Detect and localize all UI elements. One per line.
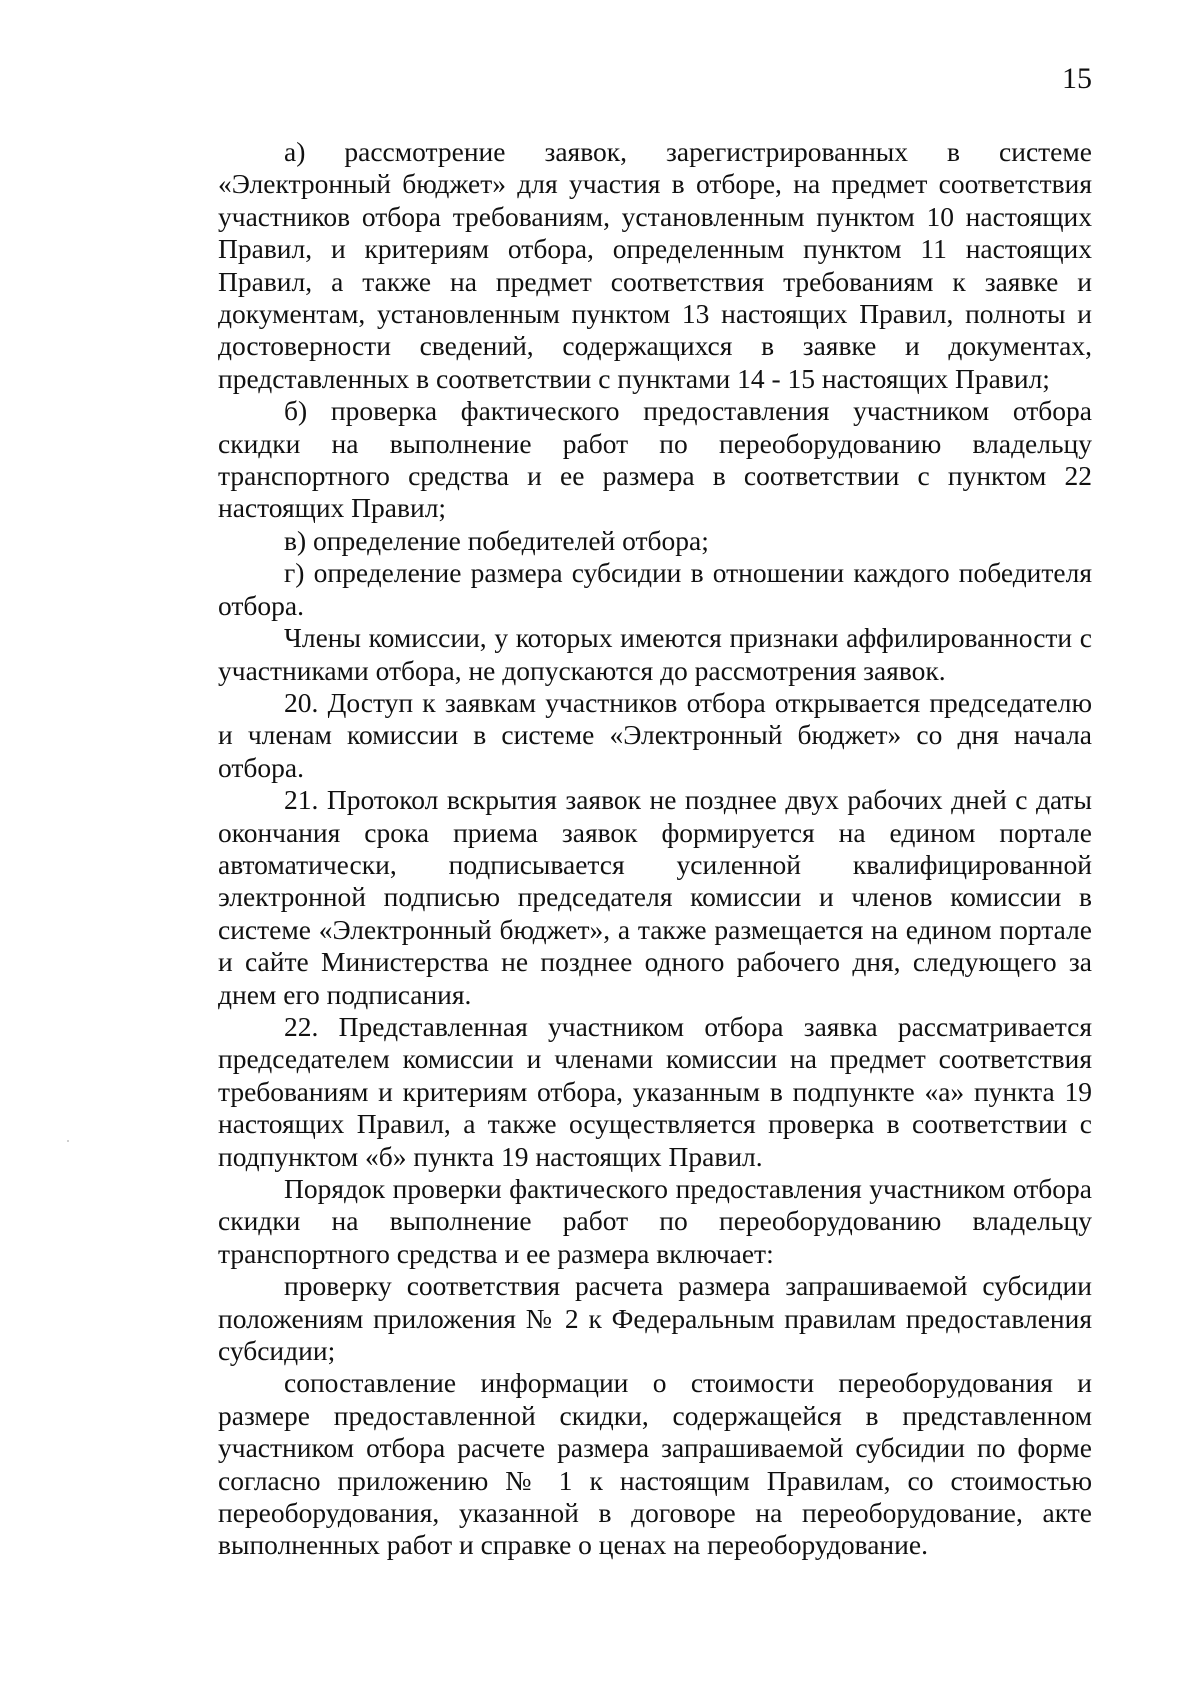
- page-number: 15: [1062, 62, 1092, 95]
- paragraph-cost-comparison: сопоставление информации о стоимости переоборудования и размере предоставленной скидки, содержащейся в представленном участником отбора расчете размера запрашиваемой субсидии по форме согласно приложению № 1 к настоящим Правилам, со стоимостью переоборудования, указанной в договоре на переоборудование, акте выполненных работ и справке о ценах на переоборудование.: [218, 1367, 1092, 1561]
- paragraph-review-applications: а) рассмотрение заявок, зарегистрированных в системе «Электронный бюджет» для участия в отборе, на предмет соответствия участников отбора требованиям, установленным пунктом 10 настоящих Правил, и критериям отбора, определенным пунктом 11 настоящих Правил, а также на предмет соответствия требованиям к заявке и документам, установленным пунктом 13 настоящих Правил, полноты и достоверности сведений, содержащихся в заявке и документах, представленных в соответствии с пунктами 14 - 15 настоящих Правил;: [218, 136, 1092, 394]
- paragraph-item-22: 22. Представленная участником отбора заявка рассматривается председателем комиссии и членами комиссии на предмет соответствия требованиям и критериям отбора, указанным в подпункте «а» пункта 19 настоящих Правил, а также осуществляется проверка в соответствии с подпунктом «б» пункта 19 настоящих Правил.: [218, 1010, 1092, 1172]
- paragraph-subsidy-amount: г) определение размера субсидии в отношении каждого победителя отбора.: [218, 557, 1092, 621]
- paragraph-calculation-check: проверку соответствия расчета размера запрашиваемой субсидии положениям приложения № 2 к Федеральным правилам предоставления субсидии;: [218, 1270, 1092, 1367]
- scan-speck: [67, 1140, 69, 1142]
- paragraph-verification-procedure: Порядок проверки фактического предоставления участником отбора скидки на выполнение работ по переоборудованию владельцу транспортного средства и ее размера включает:: [218, 1173, 1092, 1269]
- document-body: [218, 136, 1092, 1562]
- paragraph-determine-winners: в) определение победителей отбора;: [284, 524, 709, 556]
- paragraph-discount-check: б) проверка фактического предоставления участником отбора скидки на выполнение работ по переоборудованию владельцу транспортного средства и ее размера в соответствии с пунктом 22 настоящих Правил;: [218, 395, 1092, 524]
- paragraph-affiliation: Члены комиссии, у которых имеются признаки аффилированности с участниками отбора, не допускаются до рассмотрения заявок.: [218, 622, 1092, 686]
- paragraph-item-21: 21. Протокол вскрытия заявок не позднее двух рабочих дней с даты окончания срока приема заявок формируется на едином портале автоматически, подписывается усиленной квалифицированной электронной подписью председателя комиссии и членов комиссии в системе «Электронный бюджет», а также размещается на едином портале и сайте Министерства не позднее одного рабочего дня, следующего за днем его подписания.: [218, 784, 1092, 1010]
- paragraph-item-20: 20. Доступ к заявкам участников отбора открывается председателю и членам комиссии в системе «Электронный бюджет» со дня начала отбора.: [218, 686, 1092, 783]
